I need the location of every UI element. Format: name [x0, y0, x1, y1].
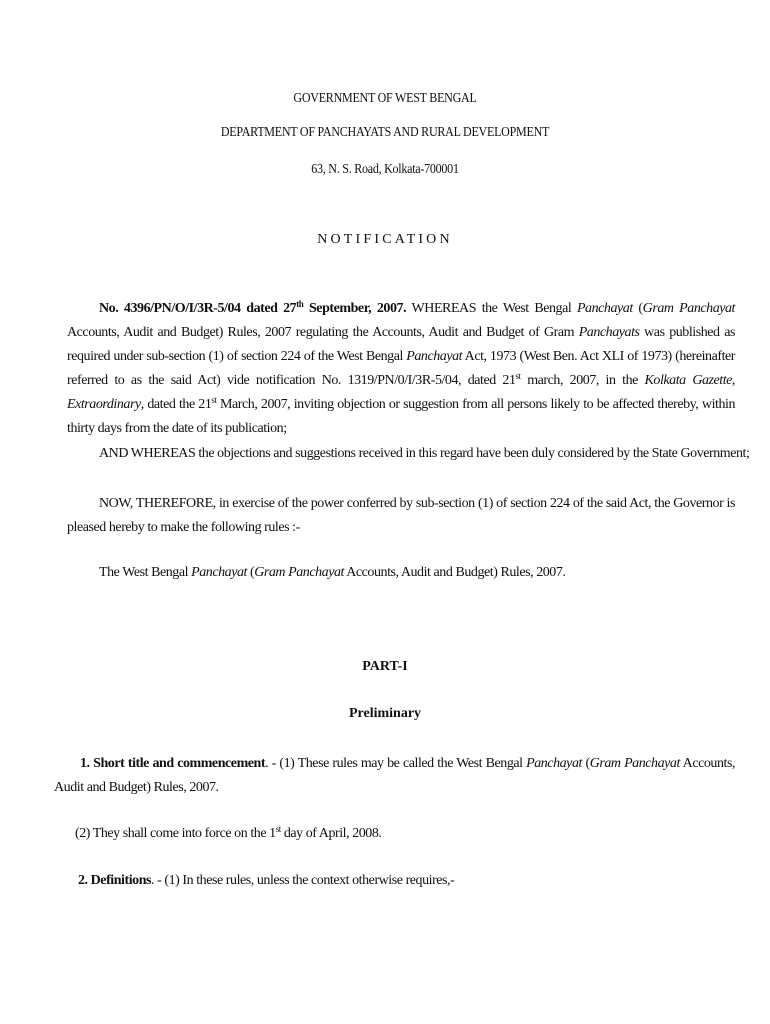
- address-line: 63, N. S. Road, Kolkata-700001: [311, 162, 459, 177]
- government-heading: GOVERNMENT OF WEST BENGAL: [293, 91, 477, 106]
- notification-title: NOTIFICATION: [317, 232, 453, 247]
- rule-1-subsection-2: (2) They shall come into force on the 1st day of April, 2008.: [75, 824, 382, 841]
- whereas-paragraph: AND WHEREAS the objections and suggestions received in this regard have been duly considered by the State Government;: [99, 446, 750, 461]
- rule-2-paragraph: 2. Definitions. - (1) In these rules, unless the context otherwise requires,-: [78, 873, 455, 888]
- reference-number: No. 4396/PN/O/I/3R-5/04 dated 27: [99, 301, 297, 316]
- department-heading: DEPARTMENT OF PANCHAYATS AND RURAL DEVELOPMENT: [220, 125, 550, 140]
- therefore-paragraph: NOW, THEREFORE, in exercise of the power conferred by sub-section (1) of section 224 of the said Act, the Governor is pleased hereby to make the following rules :-: [67, 496, 735, 535]
- notification-paragraph: No. 4396/PN/O/I/3R-5/04 dated 27th September, 2007. WHEREAS the West Bengal Panchayat (Gram Panchayat Accounts, Audit and Budget) Rules, 2007 regulating the Accounts, Audit and Budget of Gram Panchayats was published as required under sub-section (1) of section 224 of the West Bengal Panchayat Act, 1973 (West Ben. Act XLI of 1973) (hereinafter referred to as the said Act) vide notification No. 1319/PN/0/I/3R-5/04, dated 21st march, 2007, in the Kolkata Gazette, Extraordinary, dated the 21st March, 2007, inviting objection or suggestion from all persons likely to be affected thereby, within thirty days from the date of its publication;: [67, 299, 735, 436]
- rule-2-heading: 2. Definitions: [78, 873, 152, 888]
- part-title: PART-I: [362, 659, 408, 674]
- rule-1-heading: 1. Short title and commencement: [80, 756, 266, 771]
- rules-title-line: The West Bengal Panchayat (Gram Panchayat Accounts, Audit and Budget) Rules, 2007.: [99, 565, 566, 580]
- rule-1-paragraph: 1. Short title and commencement. - (1) These rules may be called the West Bengal Panchayat (Gram Panchayat Accounts, Audit and Budget) Rules, 2007.: [54, 756, 735, 795]
- part-subtitle: Preliminary: [348, 706, 422, 721]
